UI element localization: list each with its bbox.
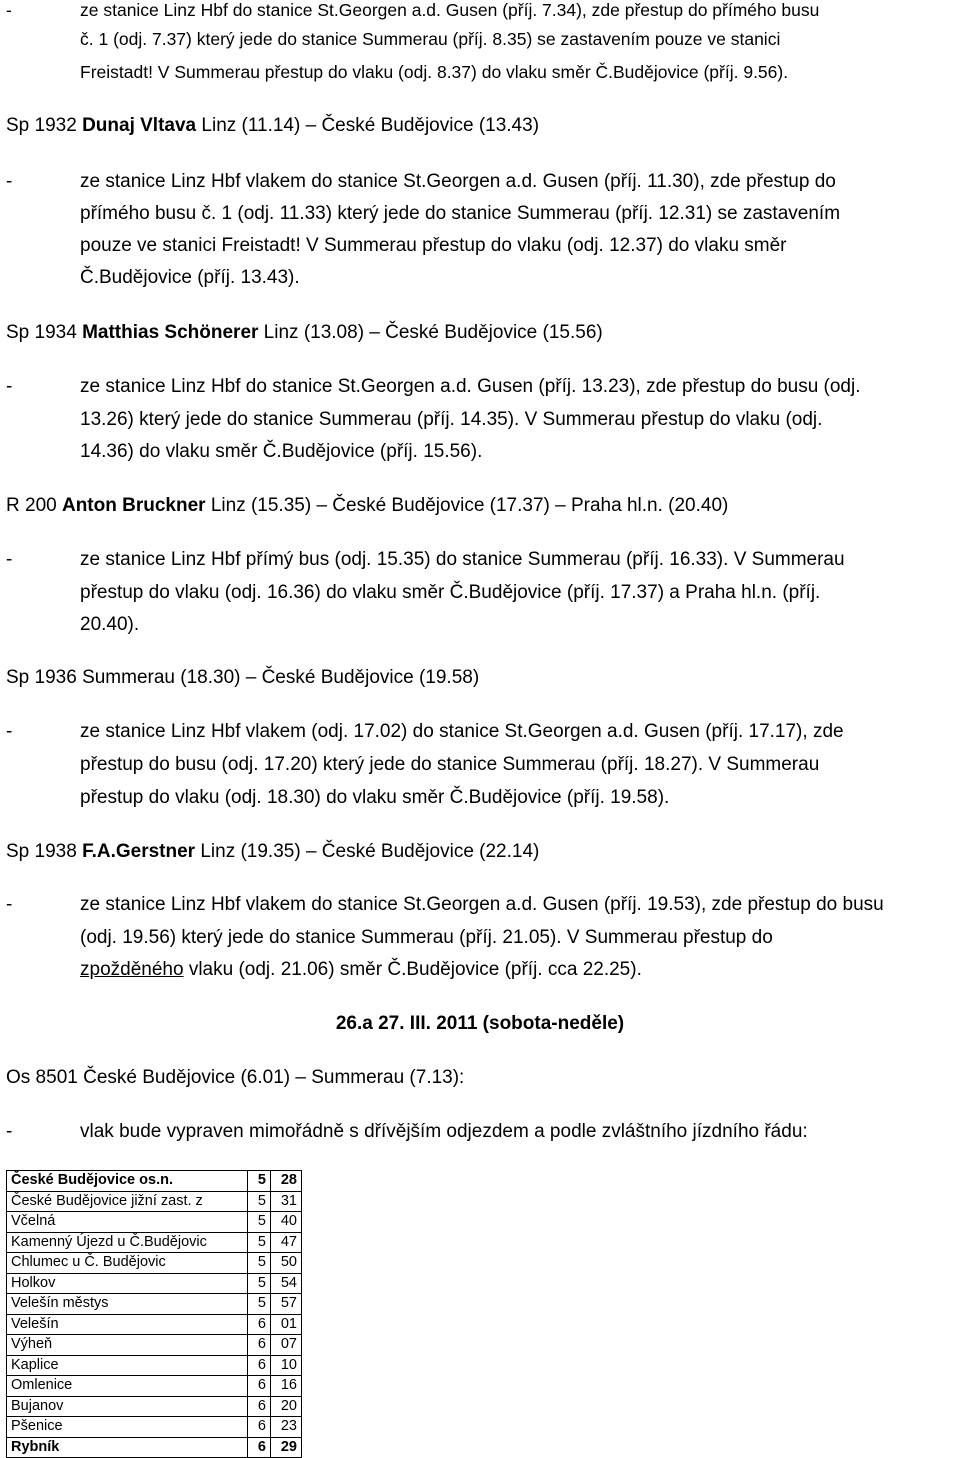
train-heading-sp1934: Sp 1934 Matthias Schönerer Linz (13.08) – České Budějovice (15.56) — [6, 322, 603, 343]
timetable-hour: 5 — [248, 1171, 271, 1192]
r200-desc-2: přestup do vlaku (odj. 16.36) do vlaku směr Č.Budějovice (příj. 17.37) a Praha hl.n. (příj. — [80, 582, 821, 603]
timetable-minute: 31 — [271, 1191, 302, 1212]
timetable-minute: 10 — [271, 1355, 302, 1376]
timetable-station: Chlumec u Č. Budějovic — [7, 1253, 248, 1274]
train-heading-r200: R 200 Anton Bruckner Linz (15.35) – České Budějovice (17.37) – Praha hl.n. (20.40) — [6, 495, 729, 516]
sp1932-desc-4: Č.Budějovice (příj. 13.43). — [80, 267, 300, 288]
timetable-row — [7, 1273, 302, 1294]
timetable-station: České Budějovice jižní zast. z — [7, 1191, 248, 1212]
bullet-dash: - — [6, 721, 13, 742]
timetable-row — [7, 1376, 302, 1397]
sp1932-desc-3: pouze ve stanici Freistadt! V Summerau přestup do vlaku (odj. 12.37) do vlaku směr — [80, 235, 787, 256]
train-heading-sp1938: Sp 1938 F.A.Gerstner Linz (19.35) – České Budějovice (22.14) — [6, 841, 540, 862]
bullet-dash: - — [6, 171, 13, 192]
timetable-row — [7, 1314, 302, 1335]
timetable-minute: 23 — [271, 1417, 302, 1438]
underlined-word: zpožděného — [80, 959, 184, 980]
bullet-dash: - — [6, 376, 13, 397]
sp1932-desc-2: přímého busu č. 1 (odj. 11.33) který jede do stanice Summerau (příj. 12.31) se zastavením — [80, 203, 841, 224]
train-name: Anton Bruckner — [61, 495, 206, 516]
timetable-station: Holkov — [7, 1273, 248, 1294]
top-line-1: ze stanice Linz Hbf do stanice St.Georgen a.d. Gusen (příj. 7.34), zde přestup do přímého busu — [80, 0, 820, 20]
train-heading-os8501: Os 8501 České Budějovice (6.01) – Summerau (7.13): — [6, 1067, 465, 1088]
train-name: F.A.Gerstner — [82, 841, 196, 862]
timetable-row — [7, 1335, 302, 1356]
timetable-station: Výheň — [7, 1335, 248, 1356]
sp1932-desc-1: ze stanice Linz Hbf vlakem do stanice St.Georgen a.d. Gusen (příj. 11.30), zde přestup do — [80, 171, 836, 192]
timetable-hour: 5 — [248, 1253, 271, 1274]
sp1936-desc-2: přestup do busu (odj. 17.20) který jede do stanice Summerau (příj. 18.27). V Summerau — [80, 754, 820, 775]
timetable-hour: 6 — [248, 1335, 271, 1356]
timetable-station: Včelná — [7, 1212, 248, 1233]
timetable-row — [7, 1253, 302, 1274]
date-heading: 26.a 27. III. 2011 (sobota-neděle) — [335, 1013, 625, 1034]
timetable-hour: 6 — [248, 1355, 271, 1376]
timetable-minute: 40 — [271, 1212, 302, 1233]
timetable-station: Velešín — [7, 1314, 248, 1335]
timetable-row — [7, 1294, 302, 1315]
top-line-2: č. 1 (odj. 7.37) který jede do stanice Summerau (příj. 8.35) se zastavením pouze ve stanici — [80, 29, 781, 49]
timetable-hour: 5 — [248, 1273, 271, 1294]
sp1936-desc-3: přestup do vlaku (odj. 18.30) do vlaku směr Č.Budějovice (příj. 19.58). — [80, 787, 670, 808]
timetable-row — [7, 1396, 302, 1417]
timetable-hour: 5 — [248, 1212, 271, 1233]
timetable-station: Bujanov — [7, 1396, 248, 1417]
bullet-dash: - — [6, 894, 13, 915]
timetable-hour: 6 — [248, 1396, 271, 1417]
timetable-row — [7, 1437, 302, 1458]
sp1938-desc-3: zpožděného vlaku (odj. 21.06) směr Č.Budějovice (příj. cca 22.25). — [80, 959, 642, 980]
r200-desc-1: ze stanice Linz Hbf přímý bus (odj. 15.35) do stanice Summerau (příj. 16.33). V Summerau — [80, 549, 845, 570]
timetable-hour: 5 — [248, 1191, 271, 1212]
bullet-dash: - — [6, 549, 13, 570]
timetable-hour: 6 — [248, 1376, 271, 1397]
sp1934-desc-3: 14.36) do vlaku směr Č.Budějovice (příj. 15.56). — [80, 441, 483, 462]
timetable-minute: 29 — [271, 1437, 302, 1458]
timetable-minute: 20 — [271, 1396, 302, 1417]
timetable-station: Pšenice — [7, 1417, 248, 1438]
r200-desc-3: 20.40). — [80, 614, 140, 635]
timetable-hour: 5 — [248, 1232, 271, 1253]
timetable-minute: 54 — [271, 1273, 302, 1294]
timetable-row — [7, 1191, 302, 1212]
timetable-minute: 01 — [271, 1314, 302, 1335]
sp1938-desc-2: (odj. 19.56) který jede do stanice Summerau (příj. 21.05). V Summerau přestup do — [80, 927, 773, 948]
bullet-dash: - — [6, 0, 12, 20]
sp1936-desc-1: ze stanice Linz Hbf vlakem (odj. 17.02) do stanice St.Georgen a.d. Gusen (příj. 17.17), zde — [80, 721, 844, 742]
timetable-hour: 6 — [248, 1417, 271, 1438]
timetable-row — [7, 1232, 302, 1253]
sp1934-desc-2: 13.26) který jede do stanice Summerau (příj. 14.35). V Summerau přestup do vlaku (odj. — [80, 409, 823, 430]
timetable-row — [7, 1355, 302, 1376]
timetable-station: České Budějovice os.n. — [7, 1171, 248, 1192]
sp1934-desc-1: ze stanice Linz Hbf do stanice St.Georgen a.d. Gusen (příj. 13.23), zde přestup do busu (odj. — [80, 376, 861, 397]
timetable-minute: 16 — [271, 1376, 302, 1397]
train-name: Dunaj Vltava — [82, 115, 197, 136]
sp1938-desc-1: ze stanice Linz Hbf vlakem do stanice St.Georgen a.d. Gusen (příj. 19.53), zde přestup do busu — [80, 894, 884, 915]
timetable-minute: 07 — [271, 1335, 302, 1356]
bullet-dash: - — [6, 1121, 13, 1142]
timetable-minute: 50 — [271, 1253, 302, 1274]
timetable-hour: 6 — [248, 1437, 271, 1458]
timetable-minute: 47 — [271, 1232, 302, 1253]
train-heading-sp1932: Sp 1932 Dunaj Vltava Linz (11.14) – České Budějovice (13.43) — [6, 115, 540, 136]
timetable-station: Rybník — [7, 1437, 248, 1458]
train-heading-sp1936: Sp 1936 Summerau (18.30) – České Budějovice (19.58) — [6, 667, 480, 688]
timetable-station: Kaplice — [7, 1355, 248, 1376]
timetable-minute: 28 — [271, 1171, 302, 1192]
timetable-station: Omlenice — [7, 1376, 248, 1397]
timetable-row — [7, 1417, 302, 1438]
timetable-row — [7, 1171, 302, 1192]
os8501-desc-1: vlak bude vypraven mimořádně s dřívějším odjezdem a podle zvláštního jízdního řádu: — [80, 1121, 808, 1142]
timetable-minute: 57 — [271, 1294, 302, 1315]
timetable-station: Velešín městys — [7, 1294, 248, 1315]
timetable-row — [7, 1212, 302, 1233]
timetable — [6, 1170, 302, 1458]
timetable-hour: 5 — [248, 1294, 271, 1315]
timetable-station: Kamenný Újezd u Č.Budějovic — [7, 1232, 248, 1253]
top-line-3: Freistadt! V Summerau přestup do vlaku (odj. 8.37) do vlaku směr Č.Budějovice (příj. 9.56). — [80, 62, 789, 82]
train-name: Matthias Schönerer — [82, 322, 259, 343]
timetable-hour: 6 — [248, 1314, 271, 1335]
